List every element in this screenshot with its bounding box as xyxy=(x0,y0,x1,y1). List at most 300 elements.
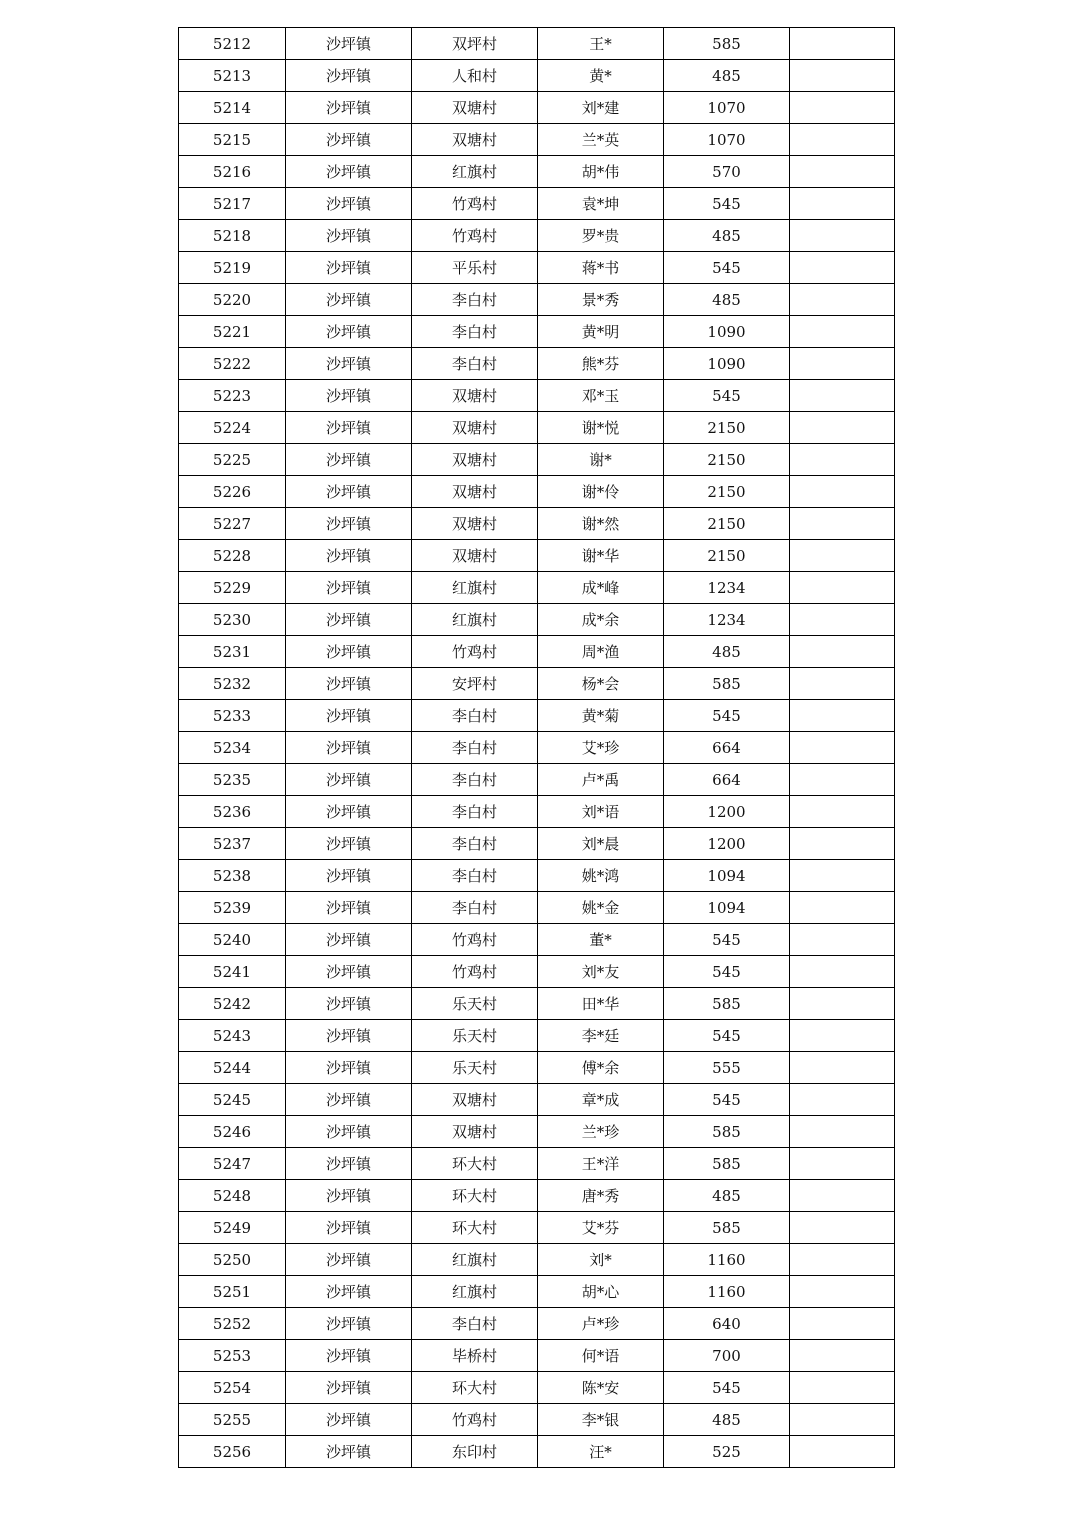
village-cell: 乐天村 xyxy=(412,1052,538,1084)
amount-cell: 585 xyxy=(664,28,790,60)
remark-cell xyxy=(790,1276,895,1308)
remark-cell xyxy=(790,860,895,892)
name-cell: 卢*珍 xyxy=(538,1308,664,1340)
name-cell: 袁*坤 xyxy=(538,188,664,220)
row-number-cell: 5213 xyxy=(179,60,286,92)
amount-cell: 1234 xyxy=(664,572,790,604)
name-cell: 罗*贵 xyxy=(538,220,664,252)
town-cell: 沙坪镇 xyxy=(286,284,412,316)
village-cell: 双塘村 xyxy=(412,1084,538,1116)
name-cell: 李*廷 xyxy=(538,1020,664,1052)
name-cell: 董* xyxy=(538,924,664,956)
name-cell: 姚*金 xyxy=(538,892,664,924)
name-cell: 黄* xyxy=(538,60,664,92)
row-number-cell: 5223 xyxy=(179,380,286,412)
remark-cell xyxy=(790,700,895,732)
amount-cell: 545 xyxy=(664,924,790,956)
village-cell: 双塘村 xyxy=(412,1116,538,1148)
table-row xyxy=(179,860,895,892)
row-number-cell: 5234 xyxy=(179,732,286,764)
table-row xyxy=(179,1212,895,1244)
village-cell: 李白村 xyxy=(412,700,538,732)
name-cell: 杨*会 xyxy=(538,668,664,700)
village-cell: 红旗村 xyxy=(412,604,538,636)
amount-cell: 585 xyxy=(664,1116,790,1148)
roster-table-body xyxy=(179,28,895,1468)
town-cell: 沙坪镇 xyxy=(286,764,412,796)
remark-cell xyxy=(790,1372,895,1404)
village-cell: 红旗村 xyxy=(412,156,538,188)
table-row xyxy=(179,732,895,764)
amount-cell: 664 xyxy=(664,732,790,764)
village-cell: 竹鸡村 xyxy=(412,956,538,988)
remark-cell xyxy=(790,892,895,924)
village-cell: 李白村 xyxy=(412,764,538,796)
village-cell: 双坪村 xyxy=(412,28,538,60)
name-cell: 黄*菊 xyxy=(538,700,664,732)
table-row xyxy=(179,1180,895,1212)
town-cell: 沙坪镇 xyxy=(286,316,412,348)
table-row xyxy=(179,572,895,604)
row-number-cell: 5252 xyxy=(179,1308,286,1340)
name-cell: 成*峰 xyxy=(538,572,664,604)
amount-cell: 555 xyxy=(664,1052,790,1084)
town-cell: 沙坪镇 xyxy=(286,796,412,828)
name-cell: 汪* xyxy=(538,1436,664,1468)
table-row xyxy=(179,92,895,124)
remark-cell xyxy=(790,796,895,828)
table-row xyxy=(179,508,895,540)
village-cell: 李白村 xyxy=(412,1308,538,1340)
name-cell: 谢*悦 xyxy=(538,412,664,444)
amount-cell: 1200 xyxy=(664,796,790,828)
name-cell: 周*渔 xyxy=(538,636,664,668)
village-cell: 竹鸡村 xyxy=(412,1404,538,1436)
village-cell: 人和村 xyxy=(412,60,538,92)
row-number-cell: 5240 xyxy=(179,924,286,956)
village-cell: 毕桥村 xyxy=(412,1340,538,1372)
amount-cell: 585 xyxy=(664,988,790,1020)
remark-cell xyxy=(790,316,895,348)
name-cell: 刘*友 xyxy=(538,956,664,988)
table-row xyxy=(179,1340,895,1372)
village-cell: 乐天村 xyxy=(412,988,538,1020)
village-cell: 双塘村 xyxy=(412,508,538,540)
name-cell: 王*洋 xyxy=(538,1148,664,1180)
table-row xyxy=(179,604,895,636)
name-cell: 熊*芬 xyxy=(538,348,664,380)
row-number-cell: 5246 xyxy=(179,1116,286,1148)
village-cell: 红旗村 xyxy=(412,1244,538,1276)
amount-cell: 525 xyxy=(664,1436,790,1468)
town-cell: 沙坪镇 xyxy=(286,1436,412,1468)
table-row xyxy=(179,412,895,444)
village-cell: 李白村 xyxy=(412,796,538,828)
row-number-cell: 5241 xyxy=(179,956,286,988)
name-cell: 田*华 xyxy=(538,988,664,1020)
village-cell: 双塘村 xyxy=(412,444,538,476)
town-cell: 沙坪镇 xyxy=(286,1372,412,1404)
name-cell: 黄*明 xyxy=(538,316,664,348)
name-cell: 刘* xyxy=(538,1244,664,1276)
town-cell: 沙坪镇 xyxy=(286,924,412,956)
amount-cell: 545 xyxy=(664,252,790,284)
town-cell: 沙坪镇 xyxy=(286,956,412,988)
amount-cell: 485 xyxy=(664,284,790,316)
amount-cell: 2150 xyxy=(664,412,790,444)
table-row xyxy=(179,668,895,700)
amount-cell: 485 xyxy=(664,1404,790,1436)
amount-cell: 664 xyxy=(664,764,790,796)
amount-cell: 1234 xyxy=(664,604,790,636)
name-cell: 兰*珍 xyxy=(538,1116,664,1148)
table-row xyxy=(179,700,895,732)
remark-cell xyxy=(790,220,895,252)
town-cell: 沙坪镇 xyxy=(286,220,412,252)
table-row xyxy=(179,636,895,668)
row-number-cell: 5217 xyxy=(179,188,286,220)
row-number-cell: 5232 xyxy=(179,668,286,700)
row-number-cell: 5222 xyxy=(179,348,286,380)
village-cell: 环大村 xyxy=(412,1148,538,1180)
table-row xyxy=(179,380,895,412)
row-number-cell: 5255 xyxy=(179,1404,286,1436)
village-cell: 平乐村 xyxy=(412,252,538,284)
name-cell: 卢*禹 xyxy=(538,764,664,796)
table-row xyxy=(179,764,895,796)
amount-cell: 1094 xyxy=(664,892,790,924)
row-number-cell: 5251 xyxy=(179,1276,286,1308)
remark-cell xyxy=(790,92,895,124)
name-cell: 何*语 xyxy=(538,1340,664,1372)
row-number-cell: 5249 xyxy=(179,1212,286,1244)
town-cell: 沙坪镇 xyxy=(286,156,412,188)
remark-cell xyxy=(790,444,895,476)
village-cell: 东印村 xyxy=(412,1436,538,1468)
amount-cell: 700 xyxy=(664,1340,790,1372)
table-row xyxy=(179,1020,895,1052)
remark-cell xyxy=(790,348,895,380)
row-number-cell: 5245 xyxy=(179,1084,286,1116)
village-cell: 双塘村 xyxy=(412,92,538,124)
remark-cell xyxy=(790,1020,895,1052)
row-number-cell: 5226 xyxy=(179,476,286,508)
name-cell: 陈*安 xyxy=(538,1372,664,1404)
village-cell: 李白村 xyxy=(412,732,538,764)
town-cell: 沙坪镇 xyxy=(286,1340,412,1372)
village-cell: 竹鸡村 xyxy=(412,188,538,220)
remark-cell xyxy=(790,476,895,508)
remark-cell xyxy=(790,924,895,956)
row-number-cell: 5215 xyxy=(179,124,286,156)
village-cell: 李白村 xyxy=(412,860,538,892)
table-row xyxy=(179,1052,895,1084)
row-number-cell: 5219 xyxy=(179,252,286,284)
remark-cell xyxy=(790,28,895,60)
town-cell: 沙坪镇 xyxy=(286,700,412,732)
amount-cell: 545 xyxy=(664,1372,790,1404)
village-cell: 红旗村 xyxy=(412,1276,538,1308)
town-cell: 沙坪镇 xyxy=(286,412,412,444)
remark-cell xyxy=(790,828,895,860)
village-cell: 双塘村 xyxy=(412,412,538,444)
table-row xyxy=(179,1308,895,1340)
remark-cell xyxy=(790,1436,895,1468)
remark-cell xyxy=(790,668,895,700)
table-row xyxy=(179,988,895,1020)
remark-cell xyxy=(790,60,895,92)
village-cell: 双塘村 xyxy=(412,540,538,572)
remark-cell xyxy=(790,1340,895,1372)
table-row xyxy=(179,444,895,476)
amount-cell: 1090 xyxy=(664,348,790,380)
amount-cell: 585 xyxy=(664,668,790,700)
name-cell: 刘*晨 xyxy=(538,828,664,860)
row-number-cell: 5228 xyxy=(179,540,286,572)
row-number-cell: 5250 xyxy=(179,1244,286,1276)
table-row xyxy=(179,476,895,508)
row-number-cell: 5239 xyxy=(179,892,286,924)
village-cell: 安坪村 xyxy=(412,668,538,700)
remark-cell xyxy=(790,412,895,444)
table-row xyxy=(179,892,895,924)
town-cell: 沙坪镇 xyxy=(286,476,412,508)
town-cell: 沙坪镇 xyxy=(286,604,412,636)
amount-cell: 640 xyxy=(664,1308,790,1340)
town-cell: 沙坪镇 xyxy=(286,1148,412,1180)
name-cell: 谢*华 xyxy=(538,540,664,572)
name-cell: 成*余 xyxy=(538,604,664,636)
village-cell: 李白村 xyxy=(412,284,538,316)
town-cell: 沙坪镇 xyxy=(286,188,412,220)
town-cell: 沙坪镇 xyxy=(286,508,412,540)
town-cell: 沙坪镇 xyxy=(286,252,412,284)
name-cell: 姚*鸿 xyxy=(538,860,664,892)
table-row xyxy=(179,1372,895,1404)
town-cell: 沙坪镇 xyxy=(286,1084,412,1116)
amount-cell: 545 xyxy=(664,956,790,988)
table-row xyxy=(179,220,895,252)
remark-cell xyxy=(790,604,895,636)
table-row xyxy=(179,124,895,156)
table-row xyxy=(179,348,895,380)
amount-cell: 1160 xyxy=(664,1244,790,1276)
town-cell: 沙坪镇 xyxy=(286,828,412,860)
remark-cell xyxy=(790,252,895,284)
amount-cell: 1160 xyxy=(664,1276,790,1308)
remark-cell xyxy=(790,988,895,1020)
row-number-cell: 5224 xyxy=(179,412,286,444)
village-cell: 竹鸡村 xyxy=(412,636,538,668)
town-cell: 沙坪镇 xyxy=(286,92,412,124)
table-row xyxy=(179,316,895,348)
name-cell: 刘*语 xyxy=(538,796,664,828)
remark-cell xyxy=(790,1052,895,1084)
name-cell: 刘*建 xyxy=(538,92,664,124)
remark-cell xyxy=(790,380,895,412)
town-cell: 沙坪镇 xyxy=(286,1212,412,1244)
village-cell: 竹鸡村 xyxy=(412,220,538,252)
town-cell: 沙坪镇 xyxy=(286,380,412,412)
table-row xyxy=(179,1244,895,1276)
row-number-cell: 5238 xyxy=(179,860,286,892)
row-number-cell: 5233 xyxy=(179,700,286,732)
name-cell: 傅*余 xyxy=(538,1052,664,1084)
town-cell: 沙坪镇 xyxy=(286,348,412,380)
table-row xyxy=(179,1116,895,1148)
table-row xyxy=(179,796,895,828)
name-cell: 兰*英 xyxy=(538,124,664,156)
amount-cell: 485 xyxy=(664,636,790,668)
village-cell: 李白村 xyxy=(412,316,538,348)
row-number-cell: 5225 xyxy=(179,444,286,476)
table-row xyxy=(179,252,895,284)
remark-cell xyxy=(790,1404,895,1436)
village-cell: 环大村 xyxy=(412,1372,538,1404)
town-cell: 沙坪镇 xyxy=(286,636,412,668)
amount-cell: 2150 xyxy=(664,444,790,476)
village-cell: 李白村 xyxy=(412,348,538,380)
name-cell: 艾*珍 xyxy=(538,732,664,764)
town-cell: 沙坪镇 xyxy=(286,1180,412,1212)
amount-cell: 545 xyxy=(664,188,790,220)
remark-cell xyxy=(790,1244,895,1276)
town-cell: 沙坪镇 xyxy=(286,988,412,1020)
amount-cell: 1090 xyxy=(664,316,790,348)
table-row xyxy=(179,284,895,316)
table-row xyxy=(179,924,895,956)
remark-cell xyxy=(790,1084,895,1116)
table-row xyxy=(179,156,895,188)
table-row xyxy=(179,60,895,92)
remark-cell xyxy=(790,1308,895,1340)
amount-cell: 545 xyxy=(664,1020,790,1052)
amount-cell: 545 xyxy=(664,700,790,732)
remark-cell xyxy=(790,188,895,220)
row-number-cell: 5243 xyxy=(179,1020,286,1052)
table-row xyxy=(179,1084,895,1116)
amount-cell: 1200 xyxy=(664,828,790,860)
town-cell: 沙坪镇 xyxy=(286,444,412,476)
name-cell: 谢*然 xyxy=(538,508,664,540)
table-row xyxy=(179,28,895,60)
village-cell: 李白村 xyxy=(412,828,538,860)
town-cell: 沙坪镇 xyxy=(286,1308,412,1340)
amount-cell: 485 xyxy=(664,220,790,252)
remark-cell xyxy=(790,508,895,540)
amount-cell: 1094 xyxy=(664,860,790,892)
row-number-cell: 5220 xyxy=(179,284,286,316)
row-number-cell: 5221 xyxy=(179,316,286,348)
roster-table xyxy=(178,27,895,1468)
table-row xyxy=(179,1148,895,1180)
row-number-cell: 5212 xyxy=(179,28,286,60)
remark-cell xyxy=(790,1180,895,1212)
village-cell: 竹鸡村 xyxy=(412,924,538,956)
row-number-cell: 5230 xyxy=(179,604,286,636)
village-cell: 红旗村 xyxy=(412,572,538,604)
row-number-cell: 5248 xyxy=(179,1180,286,1212)
town-cell: 沙坪镇 xyxy=(286,1244,412,1276)
name-cell: 邓*玉 xyxy=(538,380,664,412)
remark-cell xyxy=(790,572,895,604)
remark-cell xyxy=(790,732,895,764)
amount-cell: 485 xyxy=(664,60,790,92)
name-cell: 胡*伟 xyxy=(538,156,664,188)
table-row xyxy=(179,540,895,572)
village-cell: 环大村 xyxy=(412,1212,538,1244)
town-cell: 沙坪镇 xyxy=(286,1020,412,1052)
amount-cell: 545 xyxy=(664,380,790,412)
remark-cell xyxy=(790,956,895,988)
remark-cell xyxy=(790,284,895,316)
village-cell: 乐天村 xyxy=(412,1020,538,1052)
name-cell: 谢*伶 xyxy=(538,476,664,508)
name-cell: 艾*芬 xyxy=(538,1212,664,1244)
town-cell: 沙坪镇 xyxy=(286,1276,412,1308)
town-cell: 沙坪镇 xyxy=(286,124,412,156)
town-cell: 沙坪镇 xyxy=(286,1404,412,1436)
amount-cell: 2150 xyxy=(664,476,790,508)
row-number-cell: 5227 xyxy=(179,508,286,540)
amount-cell: 545 xyxy=(664,1084,790,1116)
remark-cell xyxy=(790,124,895,156)
table-row xyxy=(179,1404,895,1436)
name-cell: 王* xyxy=(538,28,664,60)
row-number-cell: 5235 xyxy=(179,764,286,796)
row-number-cell: 5242 xyxy=(179,988,286,1020)
town-cell: 沙坪镇 xyxy=(286,540,412,572)
remark-cell xyxy=(790,1148,895,1180)
table-row xyxy=(179,1276,895,1308)
remark-cell xyxy=(790,156,895,188)
town-cell: 沙坪镇 xyxy=(286,732,412,764)
amount-cell: 2150 xyxy=(664,540,790,572)
remark-cell xyxy=(790,764,895,796)
amount-cell: 585 xyxy=(664,1212,790,1244)
row-number-cell: 5216 xyxy=(179,156,286,188)
row-number-cell: 5253 xyxy=(179,1340,286,1372)
name-cell: 李*银 xyxy=(538,1404,664,1436)
amount-cell: 570 xyxy=(664,156,790,188)
village-cell: 环大村 xyxy=(412,1180,538,1212)
row-number-cell: 5237 xyxy=(179,828,286,860)
name-cell: 蒋*书 xyxy=(538,252,664,284)
town-cell: 沙坪镇 xyxy=(286,1052,412,1084)
row-number-cell: 5244 xyxy=(179,1052,286,1084)
town-cell: 沙坪镇 xyxy=(286,892,412,924)
remark-cell xyxy=(790,1212,895,1244)
name-cell: 唐*秀 xyxy=(538,1180,664,1212)
remark-cell xyxy=(790,540,895,572)
row-number-cell: 5231 xyxy=(179,636,286,668)
town-cell: 沙坪镇 xyxy=(286,860,412,892)
row-number-cell: 5247 xyxy=(179,1148,286,1180)
town-cell: 沙坪镇 xyxy=(286,1116,412,1148)
name-cell: 谢* xyxy=(538,444,664,476)
table-row xyxy=(179,956,895,988)
amount-cell: 2150 xyxy=(664,508,790,540)
name-cell: 章*成 xyxy=(538,1084,664,1116)
row-number-cell: 5214 xyxy=(179,92,286,124)
village-cell: 李白村 xyxy=(412,892,538,924)
town-cell: 沙坪镇 xyxy=(286,28,412,60)
row-number-cell: 5218 xyxy=(179,220,286,252)
amount-cell: 1070 xyxy=(664,124,790,156)
name-cell: 胡*心 xyxy=(538,1276,664,1308)
row-number-cell: 5254 xyxy=(179,1372,286,1404)
remark-cell xyxy=(790,636,895,668)
